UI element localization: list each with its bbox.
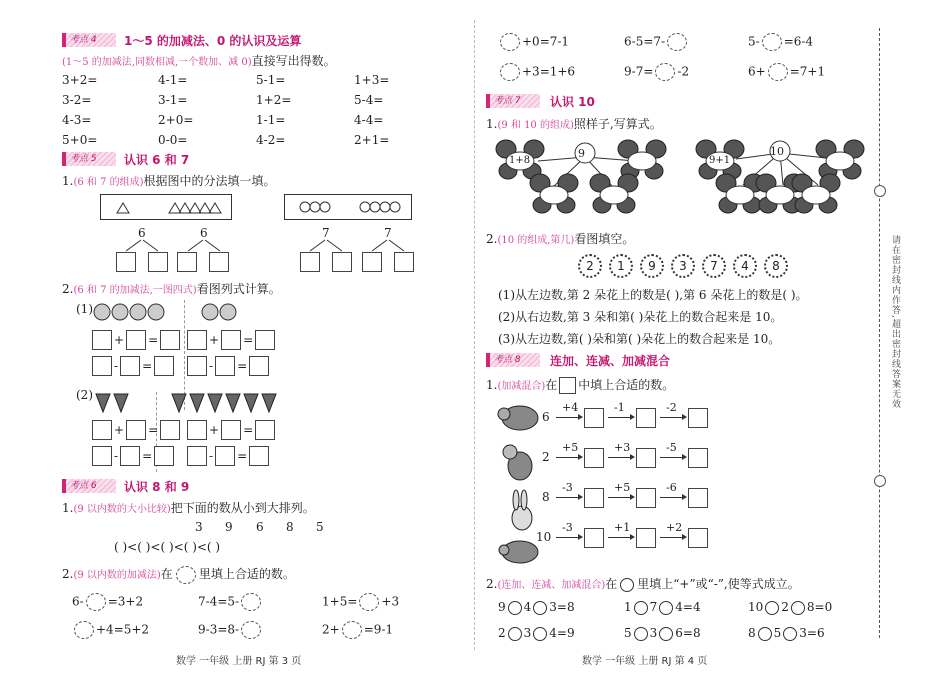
equals-sign: =: [148, 332, 159, 347]
answer-box[interactable]: [126, 420, 146, 440]
flower-answer-box[interactable]: [667, 33, 687, 51]
equation-number: 10: [748, 600, 764, 614]
operator-equation: [498, 626, 575, 641]
fill-equation: [322, 593, 399, 611]
box-icon: [559, 377, 576, 394]
operator-sign: -: [114, 358, 119, 373]
flower-answer-box[interactable]: [655, 63, 675, 81]
flower-box-icon: [176, 566, 196, 584]
operation-label: +2: [666, 521, 683, 534]
number-flower: 7: [702, 254, 726, 278]
bond-boxes-1: [116, 252, 168, 272]
flower-answer-box[interactable]: [500, 33, 520, 51]
question-text: 照样子,写算式。: [573, 117, 662, 131]
operator-circle[interactable]: [533, 601, 547, 615]
equals-sign: =: [142, 358, 153, 373]
order-answer-line[interactable]: ( )<( )<( )<( )<( ): [114, 540, 221, 554]
section-badge-8: 考点 8: [486, 353, 540, 367]
answer-box[interactable]: [394, 252, 414, 272]
right-page: [478, 0, 878, 679]
arithmetic-item[interactable]: 4-4=: [354, 113, 384, 127]
arrow-head-icon: [578, 414, 583, 420]
compare-num-1: 3: [195, 520, 203, 534]
section-badge-5: 考点 5: [62, 152, 116, 166]
operator-sign: +: [209, 332, 220, 347]
question-number: 1.: [62, 501, 74, 515]
answer-box[interactable]: [209, 252, 229, 272]
page-footer-right: 数学 一年级 上册 RJ 第 4 页: [582, 656, 708, 667]
bond-boxes-2: [177, 252, 229, 272]
equation-row: [187, 356, 269, 376]
fill-equation: [198, 593, 263, 611]
chain-start-number: 2: [542, 450, 550, 464]
equation-row: [92, 446, 174, 466]
operator-equation: [748, 626, 825, 641]
center-number-9: 9: [578, 147, 585, 160]
fill-equation: [624, 63, 689, 81]
arrow-line: [660, 457, 684, 458]
question-tag: (6 和 7 的组成): [73, 177, 144, 188]
arithmetic-item[interactable]: 3-2=: [62, 93, 92, 107]
flower-answer-box[interactable]: [342, 621, 362, 639]
question-tag: (6 和 7 的加减法,一图四式): [73, 285, 197, 296]
arithmetic-item[interactable]: 5+0=: [62, 133, 98, 147]
number-flower: 8: [764, 254, 788, 278]
compare-num-4: 8: [286, 520, 294, 534]
answer-box[interactable]: [636, 528, 656, 548]
equation-number: 3=6: [799, 626, 825, 640]
operation-label: -3: [562, 481, 573, 494]
answer-box[interactable]: [187, 420, 207, 440]
binding-hole-icon: [874, 185, 886, 197]
section-badge-7: 考点 7: [486, 94, 540, 108]
question-tag: (连加、连减、加减混合): [497, 580, 606, 591]
seal-line: [879, 28, 880, 638]
arithmetic-item[interactable]: 5-1=: [256, 73, 286, 87]
arrow-line: [556, 417, 580, 418]
chain-start-number: 6: [542, 410, 550, 424]
section-title-6: 认识 8 和 9: [124, 480, 190, 494]
operator-circle[interactable]: [791, 601, 805, 615]
question-number: 2.: [62, 567, 74, 581]
left-page: [0, 0, 470, 679]
question-5-2: [62, 280, 281, 297]
sub-label-2: (2): [76, 388, 93, 402]
center-number-10: 10: [770, 145, 784, 158]
equals-sign: =: [237, 448, 248, 463]
arithmetic-item[interactable]: 0-0=: [158, 133, 188, 147]
question-tag: (10 的组成,第几): [497, 235, 575, 246]
question-text: 在: [545, 378, 558, 392]
operation-label: +3: [614, 441, 631, 454]
fill-equation: [748, 33, 813, 51]
answer-box[interactable]: [120, 446, 140, 466]
answer-box[interactable]: [92, 356, 112, 376]
section-badge-6: 考点 6: [62, 479, 116, 493]
arrow-head-icon: [630, 494, 635, 500]
flower-answer-box[interactable]: [500, 63, 520, 81]
operation-label: -2: [666, 401, 677, 414]
equation-text: 9-7=: [624, 64, 654, 79]
answer-box[interactable]: [154, 356, 174, 376]
arrow-line: [608, 417, 632, 418]
sub-label-1: (1): [76, 302, 93, 316]
answer-box[interactable]: [688, 528, 708, 548]
operator-circle[interactable]: [765, 601, 779, 615]
bond-boxes-4: [362, 252, 414, 272]
question-8-2: [486, 575, 800, 592]
question-tag: (9 以内数的大小比较): [73, 504, 171, 515]
fill-equation: [322, 621, 393, 639]
equation-number: 7: [649, 600, 658, 614]
equals-sign: =: [148, 422, 159, 437]
arrow-head-icon: [578, 494, 583, 500]
arrow-head-icon: [630, 414, 635, 420]
answer-box[interactable]: [362, 252, 382, 272]
answer-box[interactable]: [249, 356, 269, 376]
equation-number: 3=8: [549, 600, 575, 614]
answer-box[interactable]: [120, 356, 140, 376]
question-text: 在: [605, 577, 618, 591]
equation-row: [187, 330, 275, 350]
section-title-4: 1～5 的加减法、0 的认识及运算: [124, 34, 302, 48]
answer-box[interactable]: [92, 330, 112, 350]
answer-box[interactable]: [154, 446, 174, 466]
question-8-1: [486, 376, 674, 394]
equation-text: +3=1+6: [522, 64, 576, 79]
question-text: 里填上合适的数。: [198, 567, 295, 581]
equation-text: 6-: [72, 594, 84, 609]
equation-number: 8=0: [806, 600, 833, 614]
question-7-2: [486, 230, 634, 247]
answer-box[interactable]: [148, 252, 168, 272]
equation-text: -2: [677, 64, 690, 79]
equation-text: =6-4: [783, 34, 814, 49]
arrow-head-icon: [682, 414, 687, 420]
operator-equation: [624, 600, 701, 615]
arrow-line: [660, 417, 684, 418]
operator-equation: [748, 600, 832, 615]
arrow-line: [660, 497, 684, 498]
answer-box[interactable]: [332, 252, 352, 272]
compare-num-5: 5: [316, 520, 324, 534]
operator-sign: -: [209, 358, 214, 373]
fill-line-3[interactable]: (3)从左边数,第( )朵和第( )朵花上的数合起来是 10。: [498, 332, 781, 346]
arithmetic-item[interactable]: 1-1=: [256, 113, 286, 127]
answer-box[interactable]: [255, 420, 275, 440]
operator-circle[interactable]: [533, 627, 547, 641]
chain-start-number: 8: [542, 490, 550, 504]
operator-circle[interactable]: [659, 627, 673, 641]
equation-number: 8: [748, 626, 756, 640]
arrow-head-icon: [682, 494, 687, 500]
question-text: 根据图中的分法填一填。: [143, 174, 276, 188]
equation-number: 3: [523, 626, 532, 640]
equation-number: 4=9: [549, 626, 575, 640]
operator-circle[interactable]: [508, 627, 522, 641]
apple-icons: [92, 300, 332, 322]
answer-box[interactable]: [636, 408, 656, 428]
arithmetic-item[interactable]: 4-2=: [256, 133, 286, 147]
sample-equation-1: 1+8: [509, 155, 531, 166]
arrow-head-icon: [682, 534, 687, 540]
equation-text: +0=7-1: [522, 34, 570, 49]
question-tag: (9 和 10 的组成): [497, 120, 574, 131]
page-footer-left: 数学 一年级 上册 RJ 第 3 页: [176, 656, 302, 667]
operator-circle[interactable]: [634, 601, 648, 615]
flower-answer-box[interactable]: [74, 621, 94, 639]
fill-equation: [624, 33, 689, 51]
question-tag: (9 以内数的加减法): [73, 570, 161, 581]
number-flower: 3: [671, 254, 695, 278]
answer-box[interactable]: [92, 420, 112, 440]
equation-row: [187, 446, 269, 466]
question-number: 2.: [62, 282, 74, 296]
bond-number-1: 6: [138, 226, 146, 240]
question-tag: (加减混合): [497, 381, 546, 392]
arithmetic-item[interactable]: 1+2=: [256, 93, 292, 107]
arrow-line: [608, 537, 632, 538]
flower-answer-box[interactable]: [241, 621, 261, 639]
answer-box[interactable]: [584, 408, 604, 428]
arithmetic-item[interactable]: 4-1=: [158, 73, 188, 87]
equation-row: [187, 420, 275, 440]
operator-circle[interactable]: [659, 601, 673, 615]
equation-row: [92, 420, 180, 440]
operator-circle[interactable]: [758, 627, 772, 641]
bond-number-2: 6: [200, 226, 208, 240]
arithmetic-item[interactable]: 2+0=: [158, 113, 194, 127]
answer-box[interactable]: [636, 448, 656, 468]
number-flower: 2: [578, 254, 602, 278]
flower-answer-box[interactable]: [768, 63, 788, 81]
sample-equation-2: 9+1: [709, 155, 731, 166]
equation-number: 2: [498, 626, 506, 640]
section-title-8: 连加、连减、加减混合: [550, 354, 671, 368]
equation-number: 2: [781, 600, 789, 614]
flower-answer-box[interactable]: [762, 33, 782, 51]
answer-box[interactable]: [116, 252, 136, 272]
equation-row: [92, 330, 180, 350]
answer-box[interactable]: [92, 446, 112, 466]
question-text: 在: [160, 567, 173, 581]
answer-box[interactable]: [688, 488, 708, 508]
arithmetic-item[interactable]: 2+1=: [354, 133, 390, 147]
compare-num-2: 9: [225, 520, 233, 534]
arithmetic-item[interactable]: 5-4=: [354, 93, 384, 107]
fill-equation: [198, 621, 263, 639]
equation-text: =9-1: [363, 622, 394, 637]
equation-text: =3+2: [107, 594, 144, 609]
arrow-line: [556, 457, 580, 458]
operator-sign: -: [209, 448, 214, 463]
operator-sign: +: [209, 422, 220, 437]
bond-number-3: 7: [322, 226, 330, 240]
equation-number: 6=8: [675, 626, 701, 640]
instruction-text: 直接写出得数。: [251, 54, 336, 68]
operation-label: -3: [562, 521, 573, 534]
answer-box[interactable]: [584, 528, 604, 548]
equation-text: 1+5=: [322, 594, 358, 609]
number-flower: 4: [733, 254, 757, 278]
section-badge-4: 考点 4: [62, 33, 116, 47]
binding-hole-icon: [874, 475, 886, 487]
arrow-head-icon: [578, 454, 583, 460]
bond-number-4: 7: [384, 226, 392, 240]
equation-text: 9-3=8-: [198, 622, 240, 637]
circle-icon: [620, 578, 634, 592]
question-5-1: [62, 172, 276, 189]
answer-box[interactable]: [249, 446, 269, 466]
answer-box[interactable]: [126, 330, 146, 350]
equation-text: 5-: [748, 34, 760, 49]
question-6-2: [62, 565, 295, 584]
fill-equation: [498, 33, 569, 51]
flower-answer-box[interactable]: [241, 593, 261, 611]
answer-box[interactable]: [221, 420, 241, 440]
operation-label: -6: [666, 481, 677, 494]
equation-text: +4=5+2: [96, 622, 150, 637]
flower-answer-box[interactable]: [359, 593, 379, 611]
arrow-head-icon: [578, 534, 583, 540]
answer-box[interactable]: [215, 356, 235, 376]
triangle-group-box: [100, 194, 232, 220]
answer-box[interactable]: [160, 330, 180, 350]
operator-equation: [624, 626, 701, 641]
chain-start-number: 10: [536, 530, 552, 544]
question-text: 中填上合适的数。: [578, 378, 675, 392]
equation-text: =7+1: [789, 64, 826, 79]
question-text: 看图填空。: [574, 232, 635, 246]
equation-row: [92, 356, 174, 376]
answer-box[interactable]: [187, 446, 207, 466]
answer-box[interactable]: [636, 488, 656, 508]
number-flower: 1: [609, 254, 633, 278]
arrow-line: [556, 497, 580, 498]
operator-circle[interactable]: [634, 627, 648, 641]
number-flower: 9: [640, 254, 664, 278]
fill-line-1[interactable]: (1)从左边数,第 2 朵花上的数是( ),第 6 朵花上的数是( )。: [498, 288, 808, 302]
equation-number: 4=4: [675, 600, 701, 614]
question-text: 看图列式计算。: [196, 282, 281, 296]
operation-label: -5: [666, 441, 677, 454]
arrow-head-icon: [682, 454, 687, 460]
equals-sign: =: [237, 358, 248, 373]
butterfly-diagrams: [478, 137, 878, 227]
arrow-line: [608, 497, 632, 498]
equals-sign: =: [243, 422, 254, 437]
answer-box[interactable]: [177, 252, 197, 272]
answer-box[interactable]: [160, 420, 180, 440]
operator-sign: -: [114, 448, 119, 463]
arithmetic-item[interactable]: 3+2=: [62, 73, 98, 87]
equation-number: 1: [624, 600, 632, 614]
question-7-1: [486, 115, 662, 132]
strawberry-icons: [92, 388, 292, 414]
operator-circle[interactable]: [508, 601, 522, 615]
equation-text: 6+: [748, 64, 766, 79]
equals-sign: =: [142, 448, 153, 463]
arrow-line: [556, 537, 580, 538]
equation-text: +3: [381, 594, 400, 609]
instruction-tag: (1～5 的加减法,同数相减,一个数加、减 0): [62, 57, 252, 68]
arithmetic-item[interactable]: 3-1=: [158, 93, 188, 107]
answer-box[interactable]: [221, 330, 241, 350]
answer-box[interactable]: [215, 446, 235, 466]
arithmetic-item[interactable]: 1+3=: [354, 73, 390, 87]
operator-equation: [498, 600, 575, 615]
operation-label: +4: [562, 401, 579, 414]
operation-label: +5: [614, 481, 631, 494]
answer-box[interactable]: [688, 408, 708, 428]
seal-note: 请在密封线内作答,超出密封线答案无效: [890, 235, 900, 409]
fill-equation: [72, 593, 143, 611]
question-number: 1.: [486, 378, 498, 392]
section-title-5: 认识 6 和 7: [124, 153, 190, 167]
question-number: 2.: [486, 577, 498, 591]
equation-text: 7-4=5-: [198, 594, 240, 609]
answer-box[interactable]: [255, 330, 275, 350]
operator-sign: +: [114, 422, 125, 437]
equation-text: 2+: [322, 622, 340, 637]
operator-circle[interactable]: [783, 627, 797, 641]
bond-boxes-3: [300, 252, 352, 272]
answer-box[interactable]: [187, 356, 207, 376]
arithmetic-item[interactable]: 4-3=: [62, 113, 92, 127]
answer-box[interactable]: [584, 488, 604, 508]
equation-number: 3: [649, 626, 658, 640]
instruction-4: [62, 52, 336, 69]
equation-number: 4: [523, 600, 532, 614]
question-text: 把下面的数从小到大排列。: [170, 501, 315, 515]
arrow-head-icon: [630, 454, 635, 460]
triangles-icon: [101, 195, 231, 219]
equals-sign: =: [243, 332, 254, 347]
question-number: 1.: [486, 117, 498, 131]
question-6-1: [62, 499, 315, 516]
section-title-7: 认识 10: [550, 95, 595, 109]
equation-number: 5: [624, 626, 632, 640]
equation-text: 6-5=7-: [624, 34, 666, 49]
operation-label: -1: [614, 401, 625, 414]
compare-num-3: 6: [256, 520, 264, 534]
arrow-line: [660, 537, 684, 538]
fill-line-2[interactable]: (2)从右边数,第 3 朵和第( )朵花上的数合起来是 10。: [498, 310, 783, 324]
circle-group-box: [284, 194, 412, 220]
operation-label: +5: [562, 441, 579, 454]
question-number: 1.: [62, 174, 74, 188]
fill-equation: [72, 621, 149, 639]
answer-box[interactable]: [300, 252, 320, 272]
question-number: 2.: [486, 232, 498, 246]
answer-box[interactable]: [584, 448, 604, 468]
answer-box[interactable]: [688, 448, 708, 468]
fill-equation: [748, 63, 825, 81]
flower-answer-box[interactable]: [86, 593, 106, 611]
arrow-head-icon: [630, 534, 635, 540]
equation-number: 9: [498, 600, 506, 614]
circles-icon: [285, 195, 411, 219]
answer-box[interactable]: [187, 330, 207, 350]
equation-number: 5: [773, 626, 782, 640]
arrow-line: [608, 457, 632, 458]
question-text: 里填上“+”或“-”,使等式成立。: [637, 577, 800, 591]
fill-equation: [498, 63, 575, 81]
operator-sign: +: [114, 332, 125, 347]
page-divider: [474, 20, 475, 650]
operation-label: +1: [614, 521, 631, 534]
